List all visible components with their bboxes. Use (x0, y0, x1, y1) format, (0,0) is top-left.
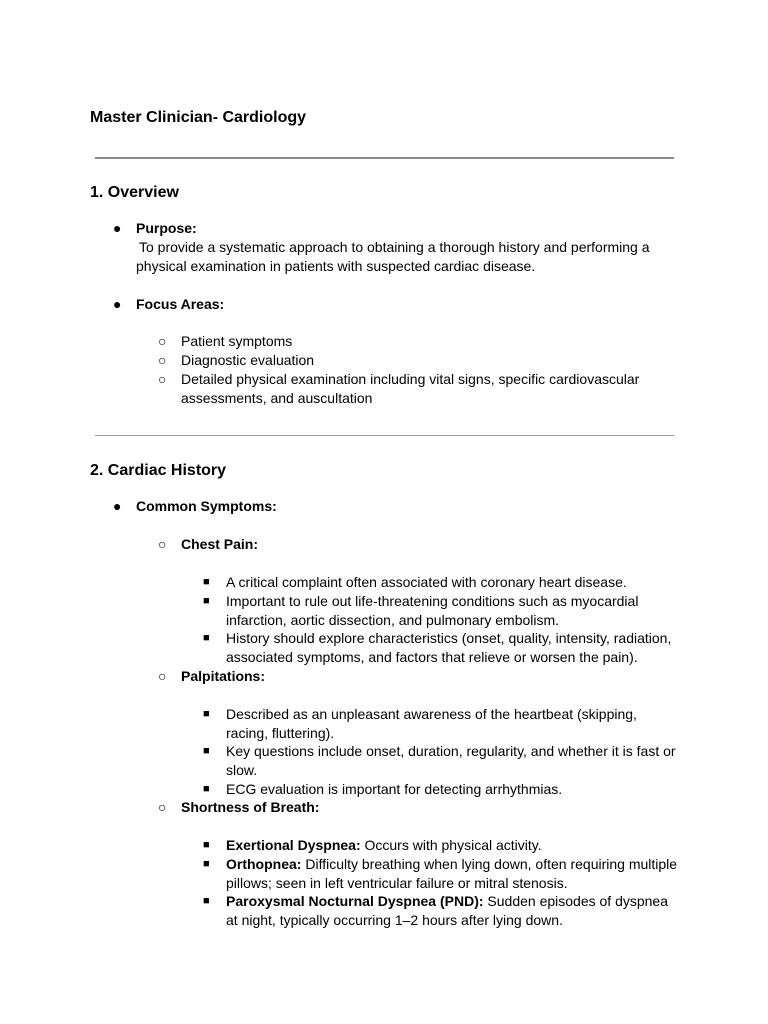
list-item (226, 892, 681, 930)
list-item: Key questions include onset, duration, regularity, and whether it is fast or slow. (226, 743, 676, 778)
list-item (226, 836, 681, 855)
horizontal-divider (95, 157, 674, 159)
bullet-disc-icon: ● (113, 220, 122, 236)
shortness-of-breath-label: Shortness of Breath: (181, 799, 320, 815)
chest-pain-label: Chest Pain: (181, 536, 259, 552)
bullet-square-icon: ■ (203, 745, 210, 757)
list-item: A critical complaint often associated with coronary heart disease. (226, 574, 627, 590)
term-description: Occurs with physical activity. (360, 837, 542, 853)
section-heading-cardiac-history: 2. Cardiac History (90, 462, 227, 479)
bullet-circle-icon: ○ (158, 352, 167, 368)
list-item: Important to rule out life-threatening conditions such as myocardial infarction, aortic dissection, and pulmonary embolism. (226, 593, 639, 628)
list-item: Diagnostic evaluation (181, 352, 315, 368)
document-title: Master Clinician- Cardiology (90, 109, 307, 126)
focus-areas-label: Focus Areas: (136, 296, 225, 312)
bullet-circle-icon: ○ (158, 799, 167, 815)
bullet-circle-icon: ○ (158, 668, 167, 684)
bullet-circle-icon: ○ (158, 371, 167, 387)
list-item: Patient symptoms (181, 333, 293, 349)
list-item: Detailed physical examination including vital signs, specific cardiovascular assessments, and auscultation (181, 371, 640, 406)
bullet-square-icon: ■ (203, 858, 210, 870)
bullet-square-icon: ■ (203, 839, 210, 851)
list-item: ECG evaluation is important for detecting arrhythmias. (226, 781, 563, 797)
term-label: Exertional Dyspnea: (226, 837, 361, 853)
horizontal-divider (95, 435, 674, 436)
term-label: Orthopnea: (226, 856, 302, 872)
palpitations-label: Palpitations: (181, 668, 266, 684)
list-item: History should explore characteristics (onset, quality, intensity, radiation, associated symptoms, and factors that relieve or worsen the pain). (226, 630, 672, 665)
bullet-circle-icon: ○ (158, 536, 167, 552)
bullet-circle-icon: ○ (158, 333, 167, 349)
bullet-square-icon: ■ (203, 595, 210, 607)
bullet-square-icon: ■ (203, 576, 210, 588)
term-description: Sudden episodes of dyspnea at night, typically occurring 1–2 hours after lying down. (226, 893, 669, 928)
list-item: Described as an unpleasant awareness of the heartbeat (skipping, racing, fluttering). (226, 706, 637, 741)
bullet-disc-icon: ● (113, 498, 122, 514)
purpose-text: To provide a systematic approach to obtaining a thorough history and performing a physical examination in patients with suspected cardiac disease. (136, 239, 650, 274)
bullet-square-icon: ■ (203, 895, 210, 907)
bullet-square-icon: ■ (203, 708, 210, 720)
bullet-disc-icon: ● (113, 296, 122, 312)
purpose-label: Purpose: (136, 220, 197, 236)
section-heading-overview: 1. Overview (90, 184, 179, 201)
bullet-square-icon: ■ (203, 632, 210, 644)
term-description: Difficulty breathing when lying down, often requiring multiple pillows; seen in left ventricular failure or mitral stenosis. (226, 856, 678, 891)
bullet-square-icon: ■ (203, 783, 210, 795)
common-symptoms-label: Common Symptoms: (136, 498, 277, 514)
list-item (226, 855, 681, 893)
term-label: Paroxysmal Nocturnal Dyspnea (PND): (226, 893, 484, 909)
